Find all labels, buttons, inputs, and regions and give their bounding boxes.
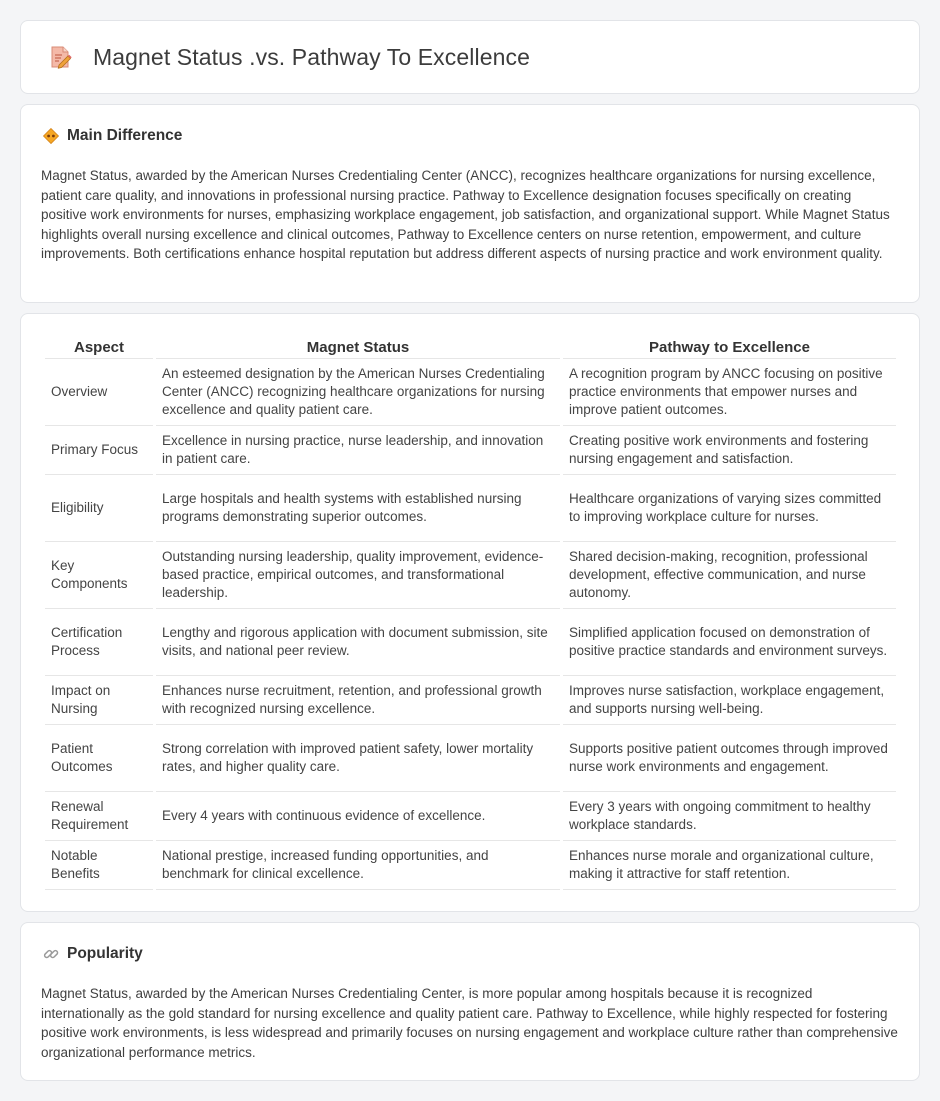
magnet-cell: Large hospitals and health systems with established nursing programs demonstrating superior outcomes. <box>156 475 560 542</box>
pathway-cell: Every 3 years with ongoing commitment to healthy workplace standards. <box>563 792 896 841</box>
aspect-cell: Eligibility <box>45 475 153 542</box>
table-row <box>45 359 896 426</box>
aspect-cell: Key Components <box>45 542 153 609</box>
table-row <box>45 542 896 609</box>
magnet-cell: An esteemed designation by the American Nurses Credentialing Center (ANCC) recognizing healthcare organizations for nursing excellence and quality patient care. <box>156 359 560 426</box>
main-difference-section <box>20 104 920 303</box>
magnet-cell: Strong correlation with improved patient safety, lower mortality rates, and higher quality care. <box>156 725 560 792</box>
magnet-cell: Every 4 years with continuous evidence of excellence. <box>156 792 560 841</box>
section-title-main-difference: Main Difference <box>67 127 183 144</box>
comparison-table <box>42 335 899 890</box>
pathway-cell: A recognition program by ANCC focusing on positive practice environments that empower nurses and improve patient outcomes. <box>563 359 896 426</box>
table-row <box>45 725 896 792</box>
pathway-cell: Enhances nurse morale and organizational culture, making it attractive for staff retention. <box>563 841 896 890</box>
magnet-cell: Outstanding nursing leadership, quality improvement, evidence-based practice, empirical outcomes, and transformational leadership. <box>156 542 560 609</box>
aspect-cell: Primary Focus <box>45 426 153 475</box>
table-row <box>45 609 896 676</box>
pathway-cell: Simplified application focused on demonstration of positive practice standards and environment surveys. <box>563 609 896 676</box>
magnet-cell: Lengthy and rigorous application with document submission, site visits, and national peer review. <box>156 609 560 676</box>
table-row <box>45 475 896 542</box>
aspect-cell: Overview <box>45 359 153 426</box>
table-row <box>45 426 896 475</box>
pathway-cell: Supports positive patient outcomes through improved nurse work environments and engagement. <box>563 725 896 792</box>
header-card <box>20 20 920 94</box>
comparison-section <box>20 313 920 912</box>
table-row <box>45 841 896 890</box>
pathway-cell: Shared decision-making, recognition, professional development, effective communication, and nurse autonomy. <box>563 542 896 609</box>
magnet-cell: Enhances nurse recruitment, retention, and professional growth with recognized nursing excellence. <box>156 676 560 725</box>
table-row <box>45 792 896 841</box>
pathway-cell: Improves nurse satisfaction, workplace engagement, and supports nursing well-being. <box>563 676 896 725</box>
aspect-cell: Renewal Requirement <box>45 792 153 841</box>
magnet-cell: Excellence in nursing practice, nurse leadership, and innovation in patient care. <box>156 426 560 475</box>
aspect-cell: Impact on Nursing <box>45 676 153 725</box>
document-edit-icon <box>47 44 73 70</box>
diamond-icon <box>42 127 60 145</box>
table-header-row <box>45 335 896 359</box>
pathway-cell: Creating positive work environments and fostering nursing engagement and satisfaction. <box>563 426 896 475</box>
aspect-cell: Notable Benefits <box>45 841 153 890</box>
section-title-popularity: Popularity <box>67 945 143 962</box>
table-row <box>45 676 896 725</box>
link-icon <box>42 945 60 963</box>
page-title: Magnet Status .vs. Pathway To Excellence <box>93 43 530 70</box>
magnet-cell: National prestige, increased funding opportunities, and benchmark for clinical excellence. <box>156 841 560 890</box>
popularity-text: Magnet Status, awarded by the American Nurses Credentialing Center, is more popular among hospitals because it is recognized internationally as the gold standard for nursing excellence and quality patient care. Pathway to Excellence, while highly respected for fostering positive work environments, is less widespread and primarily focuses on nursing engagement and workplace culture rather than comprehensive organizational performance metrics. <box>41 986 898 1060</box>
column-header-aspect: Aspect <box>45 335 153 359</box>
aspect-cell: Patient Outcomes <box>45 725 153 792</box>
pathway-cell: Healthcare organizations of varying sizes committed to improving workplace culture for nurses. <box>563 475 896 542</box>
column-header-magnet: Magnet Status <box>156 335 560 359</box>
popularity-section <box>20 922 920 1081</box>
aspect-cell: Certification Process <box>45 609 153 676</box>
column-header-pathway: Pathway to Excellence <box>563 335 896 359</box>
main-difference-text: Magnet Status, awarded by the American Nurses Credentialing Center (ANCC), recognizes healthcare organizations for nursing excellence, patient care quality, and innovations in professional nursing practice. Pathway to Excellence designation focuses specifically on creating positive work environments for nurses, emphasizing workplace engagement, job satisfaction, and organizational support. While Magnet Status highlights overall nursing excellence and clinical outcomes, Pathway to Excellence centers on nurse retention, empowerment, and culture improvements. Both certifications enhance hospital reputation but address different aspects of nursing practice and work environment quality. <box>41 168 890 262</box>
